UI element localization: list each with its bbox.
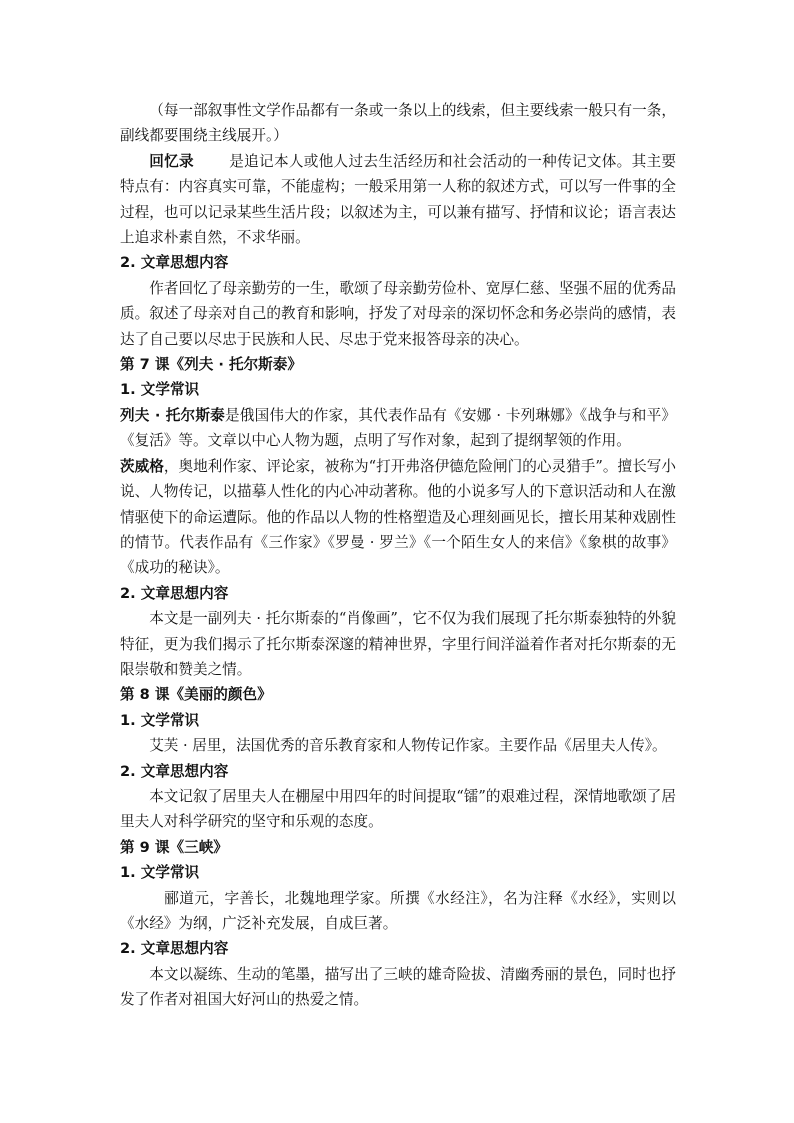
zweig-text: ，奥地利作家、评论家，被称为“打开弗洛伊德危险闸门的心灵猎手”。擅长写小说、人物传记，以描摹人性化的内心冲动著称。他的小说多写人的下意识活动和人在激情驱使下的命运遭际。他的作品以人物的性格塑造及心理刻画见长，擅长用某种戏剧性的情节。代表作品有《三作家》《罗曼 · 罗兰》《一个陌生女人的来信》《象棋的故事》《成功的秘诀》。 [120, 457, 676, 577]
document-page [120, 98, 676, 1013]
clue-note-paragraph: （每一部叙事性文学作品都有一条或一条以上的线索，但主要线索一般只有一条，副线都要围绕主线展开。） [120, 102, 676, 145]
lesson-7-literature-heading: 1. 文学常识 [120, 381, 200, 399]
memoir-term: 回忆录 [149, 152, 194, 170]
lesson-9-literature-text: 郦道元，字善长，北魏地理学家。所撰《水经注》，名为注释《水经》，实则以《水经》为纲，广泛补充发展，自成巨著。 [120, 889, 676, 932]
section-heading-thought: 2. 文章思想内容 [120, 254, 229, 272]
lesson-8-literature-paragraph: 艾芙 · 居里，法国优秀的音乐教育家和人物传记作家。主要作品《居里夫人传》。 [149, 737, 667, 755]
zweig-term: 茨威格 [120, 457, 164, 475]
lesson-7-thought-paragraph: 本文是一副列夫 · 托尔斯泰的“肖像画”，它不仅为我们展现了托尔斯泰独特的外貌特征，更为我们揭示了托尔斯泰深邃的精神世界，字里行间洋溢着作者对托尔斯泰的无限崇敬和赞美之情。 [120, 610, 676, 678]
lesson-9-thought-paragraph: 本文以凝练、生动的笔墨，描写出了三峡的雄奇险拔、清幽秀丽的景色，同时也抒发了作者对祖国大好河山的热爱之情。 [120, 965, 676, 1009]
memoir-definition: 是追记本人或他人过去生活经历和社会活动的一种传记文体。其主要特点有：内容真实可靠，不能虚构；一般采用第一人称的叙述方式，可以写一件事的全过程，也可以记录某些生活片段；以叙述为主，可以兼有描写、抒情和议论；语言表达上追求朴素自然，不求华丽。 [120, 152, 676, 247]
lesson-7-title: 第 7 课《列夫 · 托尔斯泰》 [120, 356, 302, 374]
lesson-8-thought-heading: 2. 文章思想内容 [120, 762, 229, 780]
lesson-9-title: 第 9 课《三峡》 [120, 838, 228, 856]
lesson-7-thought-heading: 2. 文章思想内容 [120, 584, 229, 602]
tolstoy-paragraph [120, 403, 676, 454]
lesson-8-literature-heading: 1. 文学常识 [120, 711, 200, 729]
zweig-paragraph [120, 454, 676, 581]
thought-paragraph: 作者回忆了母亲勤劳的一生，歌颂了母亲勤劳俭朴、宽厚仁慈、坚强不屈的优秀品质。叙述了母亲对自己的教育和影响，抒发了对母亲的深切怀念和务必崇尚的感情，表达了自己要以尽忠于民族和人民、尽忠于党来报答母亲的决心。 [120, 279, 676, 348]
lesson-8-thought-paragraph: 本文记叙了居里夫人在棚屋中用四年的时间提取“镭”的艰难过程，深情地歌颂了居里夫人对科学研究的坚守和乐观的态度。 [120, 787, 676, 831]
lesson-8-title: 第 8 课《美丽的颜色》 [120, 686, 272, 704]
tolstoy-term: 列夫 · 托尔斯泰 [120, 406, 225, 424]
memoir-paragraph [120, 149, 676, 251]
lesson-9-literature-heading: 1. 文学常识 [120, 864, 200, 882]
tolstoy-text: 是俄国伟大的作家，其代表作品有《安娜 · 卡列琳娜》《战争与和平》《复活》等。文章以中心人物为题，点明了写作对象，起到了提纲挈领的作用。 [120, 406, 676, 450]
lesson-9-thought-heading: 2. 文章思想内容 [120, 940, 229, 958]
lesson-9-literature-paragraph [120, 886, 676, 937]
